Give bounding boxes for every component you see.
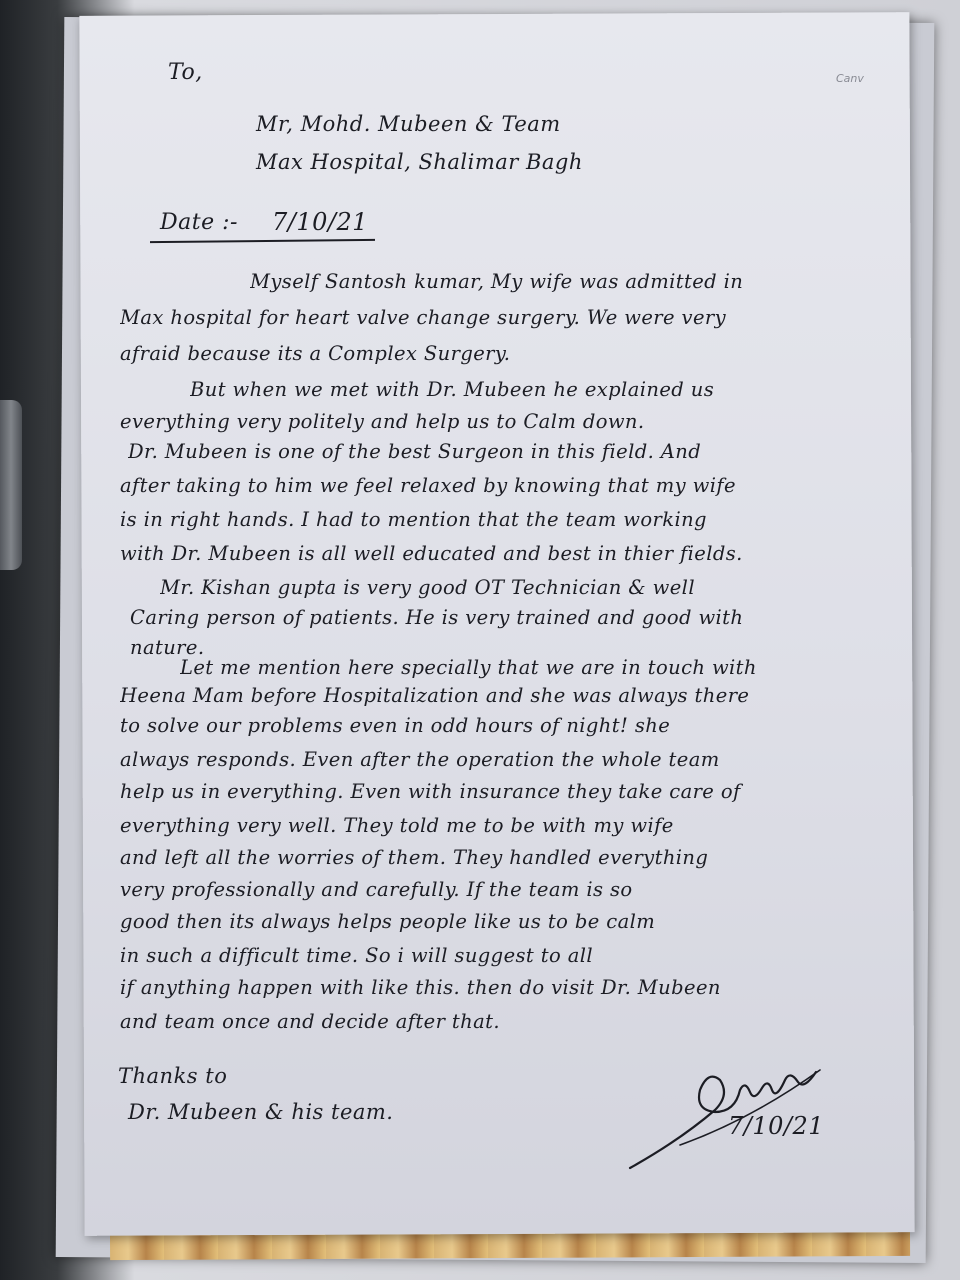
folder-clip <box>0 400 22 570</box>
recipient-name: Mr, Mohd. Mubeen & Team <box>256 112 561 136</box>
signature-date: 7/10/21 <box>728 1112 825 1140</box>
body-line-17: help us in everything. Even with insurance they take care of <box>120 780 741 803</box>
closing-thanks: Thanks to <box>118 1064 228 1088</box>
date-value: 7/10/21 <box>272 208 369 236</box>
body-line-1: Myself Santosh kumar, My wife was admitted in <box>250 270 744 293</box>
body-line-10: Mr. Kishan gupta is very good OT Technician & well <box>160 576 695 599</box>
body-line-3: afraid because its a Complex Surgery. <box>120 342 511 365</box>
body-line-18: everything very well. They told me to be with my wife <box>120 814 674 837</box>
closing-doctor-team: Dr. Mubeen & his team. <box>128 1100 394 1124</box>
body-line-11: Caring person of patients. He is very trained and good with <box>130 606 744 629</box>
body-line-14: Heena Mam before Hospitalization and she was always there <box>120 684 750 707</box>
body-line-21: good then its always helps people like us to be calm <box>120 910 656 933</box>
body-line-5: everything very politely and help us to Calm down. <box>120 410 645 433</box>
body-line-19: and left all the worries of them. They handled everything <box>120 846 709 869</box>
date-label: Date :- <box>160 210 238 235</box>
body-line-22: in such a difficult time. So i will suggest to all <box>120 944 594 967</box>
body-line-23: if anything happen with like this. then do visit Dr. Mubeen <box>120 976 721 999</box>
body-line-12: nature. <box>130 636 205 659</box>
body-line-24: and team once and decide after that. <box>120 1010 500 1033</box>
salutation: To, <box>168 60 203 85</box>
corner-mark: Canv <box>836 72 864 85</box>
body-line-13: Let me mention here specially that we are in touch with <box>180 656 757 679</box>
body-line-16: always responds. Even after the operation the whole team <box>120 748 720 771</box>
body-line-6: Dr. Mubeen is one of the best Surgeon in this field. And <box>128 440 702 463</box>
body-line-7: after taking to him we feel relaxed by knowing that my wife <box>120 474 736 497</box>
body-line-2: Max hospital for heart valve change surgery. We were very <box>120 306 727 329</box>
body-line-15: to solve our problems even in odd hours of night! she <box>120 714 671 737</box>
body-line-4: But when we met with Dr. Mubeen he explained us <box>190 378 715 401</box>
recipient-address: Max Hospital, Shalimar Bagh <box>256 150 583 174</box>
body-line-20: very professionally and carefully. If the team is so <box>120 878 633 901</box>
body-line-8: is in right hands. I had to mention that the team working <box>120 508 707 531</box>
body-line-9: with Dr. Mubeen is all well educated and best in thier fields. <box>120 542 743 565</box>
